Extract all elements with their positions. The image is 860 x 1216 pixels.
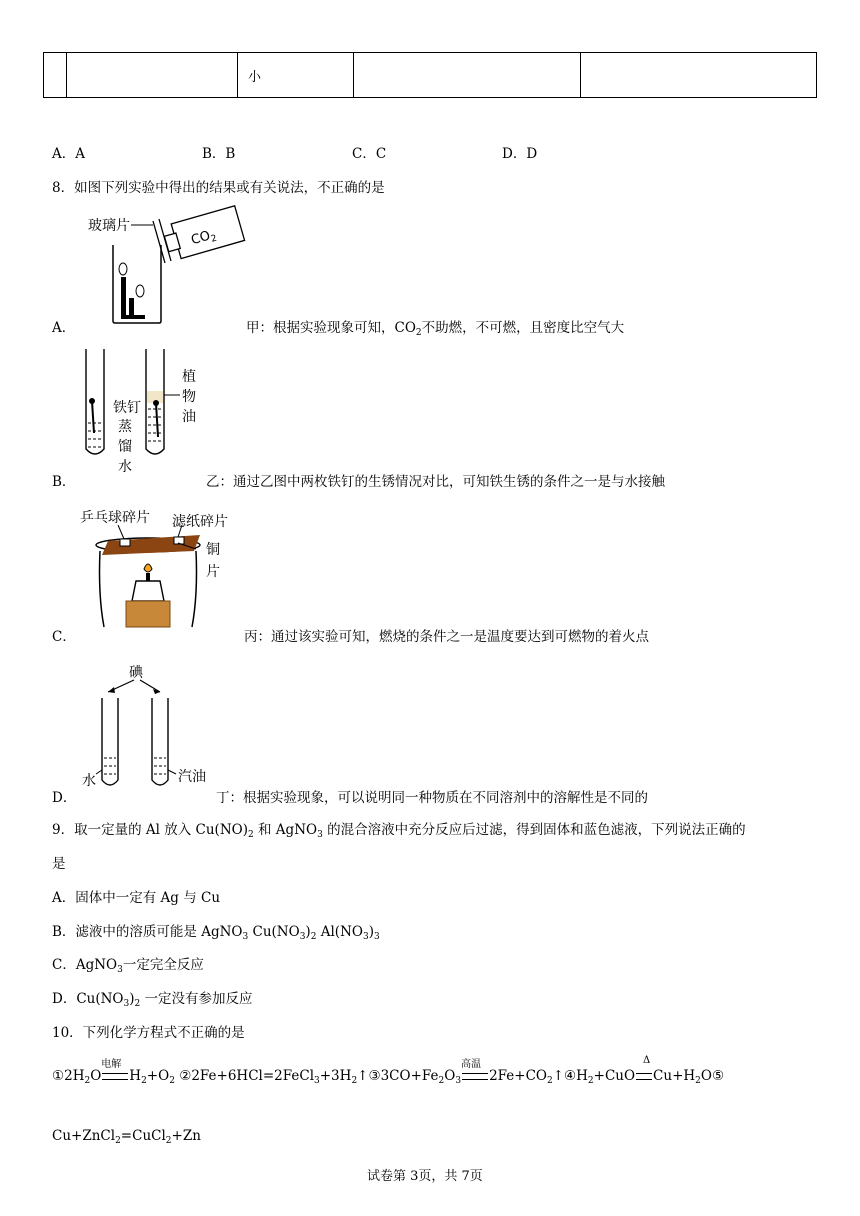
distilled-water-char: 水 bbox=[118, 459, 132, 475]
q9-option-d-text: D．Cu(NO bbox=[52, 991, 124, 1007]
q8-option-b-label: B． bbox=[52, 474, 76, 490]
iron-nail-figure bbox=[80, 345, 210, 475]
table-cell: 小 bbox=[238, 53, 354, 98]
water-label: 水 bbox=[82, 773, 96, 789]
iodine-solubility-figure bbox=[78, 660, 218, 795]
pingpong-fragment-label: 乒乓球碎片 bbox=[80, 510, 150, 526]
q8-option-a-label: A． bbox=[52, 320, 76, 336]
q7-option-c: C．C bbox=[352, 146, 387, 162]
condition-high-temp bbox=[461, 1059, 489, 1084]
table-row bbox=[44, 53, 817, 98]
glass-slide-label: 玻璃片 bbox=[88, 218, 130, 234]
q10-equations: $①2H_2O$ 电解 $H_2+O_2$ $②2Fe+6HCl=2FeCl_3+3H_2↑③3CO+Fe_2O_3$ 高温 $2Fe+CO_2↑④H_2+CuO$ Δ $Cu+H_2O⑤$ bbox=[52, 1055, 725, 1086]
table-cell bbox=[67, 53, 238, 98]
q7-option-d: D．D bbox=[502, 146, 538, 162]
co2-candle-figure bbox=[85, 203, 245, 328]
nail-label: 铁钉 bbox=[113, 400, 141, 416]
q10-equation-5: Cu+ZnCl$_2$=CuCl$_2$+Zn bbox=[52, 1128, 201, 1146]
q9-stem: 9．取一定量的 Al 放入 $Cu(NO)_2$ 和 AgNO$_3$ 的混合溶液中充分反应后过滤，得到固体和蓝色滤液，下列说法正确的 bbox=[52, 822, 746, 840]
q9-option-c-post: 一定完全反应 bbox=[122, 957, 204, 973]
q10-stem: 10．下列化学方程式不正确的是 bbox=[52, 1025, 245, 1041]
page-footer: 试卷第 3页，共 7页 bbox=[367, 1169, 483, 1184]
filter-paper-fragment-label: 滤纸碎片 bbox=[172, 514, 228, 530]
q8-option-a-pre: 甲：根据实验现象可知，CO bbox=[246, 320, 416, 336]
q9-option-a: A．固体中一定有 Ag 与 Cu bbox=[52, 890, 221, 906]
q8-option-c-label: C． bbox=[52, 629, 76, 645]
condition-heat bbox=[635, 1055, 653, 1084]
condition-electrolysis-text: 电解 bbox=[101, 1059, 122, 1070]
table-cell bbox=[581, 53, 817, 98]
q9-option-d: D．$Cu(NO_3)_2$ 一定没有参加反应 bbox=[52, 991, 253, 1009]
q8-option-a-text bbox=[246, 316, 624, 336]
q8-option-d-text: 丁：根据实验现象，可以说明同一种物质在不同溶剂中的溶解性是不同的 bbox=[216, 790, 648, 806]
condition-electrolysis bbox=[101, 1059, 129, 1084]
q9-option-b: B．滤液中的溶质可能是 AgNO$_3$ $Cu(NO_3)_2$ $Al(NO_3)_3$ bbox=[52, 924, 380, 942]
copper-sheet-char: 片 bbox=[206, 564, 220, 580]
q8-option-d-label: D． bbox=[52, 790, 77, 806]
vegetable-oil-char: 物 bbox=[182, 389, 196, 405]
co2-label-text: CO bbox=[189, 228, 213, 249]
vegetable-oil-char: 油 bbox=[182, 409, 196, 425]
answer-table-fragment bbox=[43, 52, 817, 98]
combustion-figure bbox=[78, 505, 248, 635]
condition-heat-text: Δ bbox=[643, 1055, 651, 1066]
vegetable-oil-label bbox=[182, 367, 196, 427]
gasoline-label: 汽油 bbox=[178, 769, 206, 785]
q9-stem-line2: 是 bbox=[52, 856, 66, 872]
q9-option-c: C．AgNO$_3$一定完全反应 bbox=[52, 957, 204, 975]
distilled-water-char: 蒸 bbox=[118, 419, 132, 435]
iodine-label: 碘 bbox=[129, 665, 143, 681]
q8-option-b-text: 乙：通过乙图中两枚铁钉的生锈情况对比，可知铁生锈的条件之一是与水接触 bbox=[206, 474, 665, 490]
copper-sheet-label bbox=[206, 539, 220, 583]
vegetable-oil-char: 植 bbox=[182, 369, 196, 385]
co2-label-sub: 2 bbox=[209, 233, 219, 245]
distilled-water-char: 馏 bbox=[118, 439, 132, 455]
q8-option-a-sub: 2 bbox=[415, 328, 422, 338]
condition-high-temp-text: 高温 bbox=[461, 1059, 482, 1070]
q7-option-b: B．B bbox=[202, 146, 236, 162]
q9-stem-part: 9．取一定量的 Al 放入 Cu(NO bbox=[52, 822, 243, 838]
q8-stem: 8．如图下列实验中得出的结果或有关说法，不正确的是 bbox=[52, 180, 385, 196]
q9-option-d-post: 一定没有参加反应 bbox=[144, 991, 253, 1007]
q7-options bbox=[52, 142, 652, 162]
table-cell bbox=[354, 53, 581, 98]
copper-sheet-char: 铜 bbox=[206, 542, 220, 558]
distilled-water-label bbox=[118, 417, 132, 477]
q7-option-a: A．A bbox=[52, 146, 85, 162]
q9-option-c-text: C．AgNO bbox=[52, 957, 118, 973]
table-cell bbox=[44, 53, 67, 98]
q8-option-a-post: 不助燃，不可燃，且密度比空气大 bbox=[421, 320, 625, 336]
q8-option-c-text: 丙：通过该实验可知，燃烧的条件之一是温度要达到可燃物的着火点 bbox=[244, 629, 649, 645]
